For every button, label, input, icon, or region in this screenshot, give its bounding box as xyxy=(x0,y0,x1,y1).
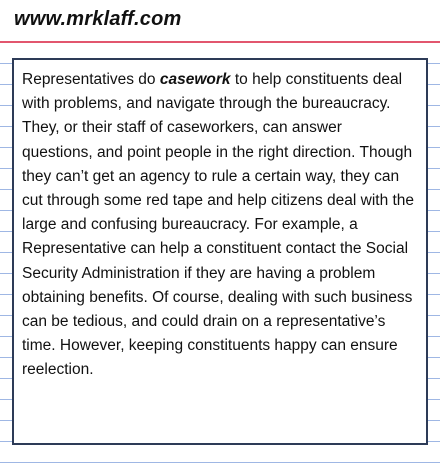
body-text-intro: Representatives do xyxy=(22,71,160,88)
text-box xyxy=(12,58,428,445)
body-text-main: to help constituents deal with problems, and navigate through the bureaucracy. They, or their staff of caseworkers, can answer questions, and point people in the right direction. Though they can’t get an agency to rule a certain way, they can cut through some red tape and help citizens deal with the large and confusing bureaucracy. For example, a Representative can help a constituent contact the Social Security Administration if they are having a problem obtaining benefits. Of course, dealing with such business can be tedious, and could drain on a representative’s time. However, keeping constituents happy can ensure reelection. xyxy=(22,71,415,379)
site-url: www.mrklaff.com xyxy=(14,8,182,30)
body-paragraph xyxy=(22,68,416,383)
site-header xyxy=(0,0,440,40)
key-term: casework xyxy=(159,71,231,88)
